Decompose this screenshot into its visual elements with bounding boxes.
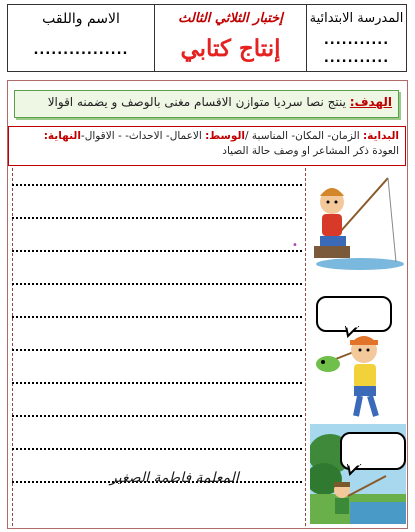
speech-bubble-2-tail — [346, 464, 362, 476]
name-dots: ................ — [33, 43, 129, 58]
writing-line[interactable] — [12, 415, 302, 417]
margin-line-left — [12, 168, 13, 526]
writing-line[interactable] — [12, 448, 302, 450]
plan-end-key: النهاية: — [43, 130, 81, 142]
writing-line[interactable] — [12, 283, 302, 285]
plan-middle-key: الوسط: — [205, 130, 246, 142]
goal-text: ينتج نصا سرديا متوازن الاقسام مغنى بالوصف و يضمنه اقوالا — [47, 95, 346, 109]
school-label: المدرسة الابتدائية — [309, 11, 404, 26]
subject-title: إنتاج كتابي — [180, 35, 281, 62]
boy-fishing-icon — [310, 172, 406, 272]
school-cell — [306, 5, 406, 71]
margin-line-right — [305, 168, 306, 526]
writing-line[interactable] — [12, 316, 302, 318]
writing-line[interactable] — [12, 349, 302, 351]
exam-label: إختبار الثلاثي الثالث — [178, 11, 283, 26]
plan-middle-text: الاعمال- الاحداث- - الاقوال- — [80, 130, 206, 142]
plan-start-key: البداية: — [362, 130, 399, 142]
plan-box — [8, 126, 406, 166]
teacher-signature: المعلمة فاطمة الصغير — [110, 470, 239, 486]
goal-box — [14, 90, 399, 118]
goal-key: الهدف: — [349, 95, 392, 109]
writing-line[interactable] — [12, 217, 302, 219]
writing-line[interactable] — [12, 250, 302, 252]
plan-end-text: العودة ذكر المشاعر او وصف حالة الصياد — [222, 145, 399, 157]
stray-dot: • — [292, 240, 298, 251]
writing-line[interactable] — [12, 184, 302, 186]
name-label: الاسم واللقب — [42, 11, 120, 27]
title-cell — [154, 5, 306, 71]
header-table — [7, 4, 407, 72]
plan-start-text: الزمان- المكان- المناسبة / — [245, 130, 363, 142]
writing-line[interactable] — [12, 382, 302, 384]
name-cell — [8, 5, 154, 71]
boy-catching-fish-icon — [314, 322, 406, 420]
school-dots-1: ........... — [323, 33, 390, 48]
school-dots-2: ........... — [323, 51, 390, 66]
